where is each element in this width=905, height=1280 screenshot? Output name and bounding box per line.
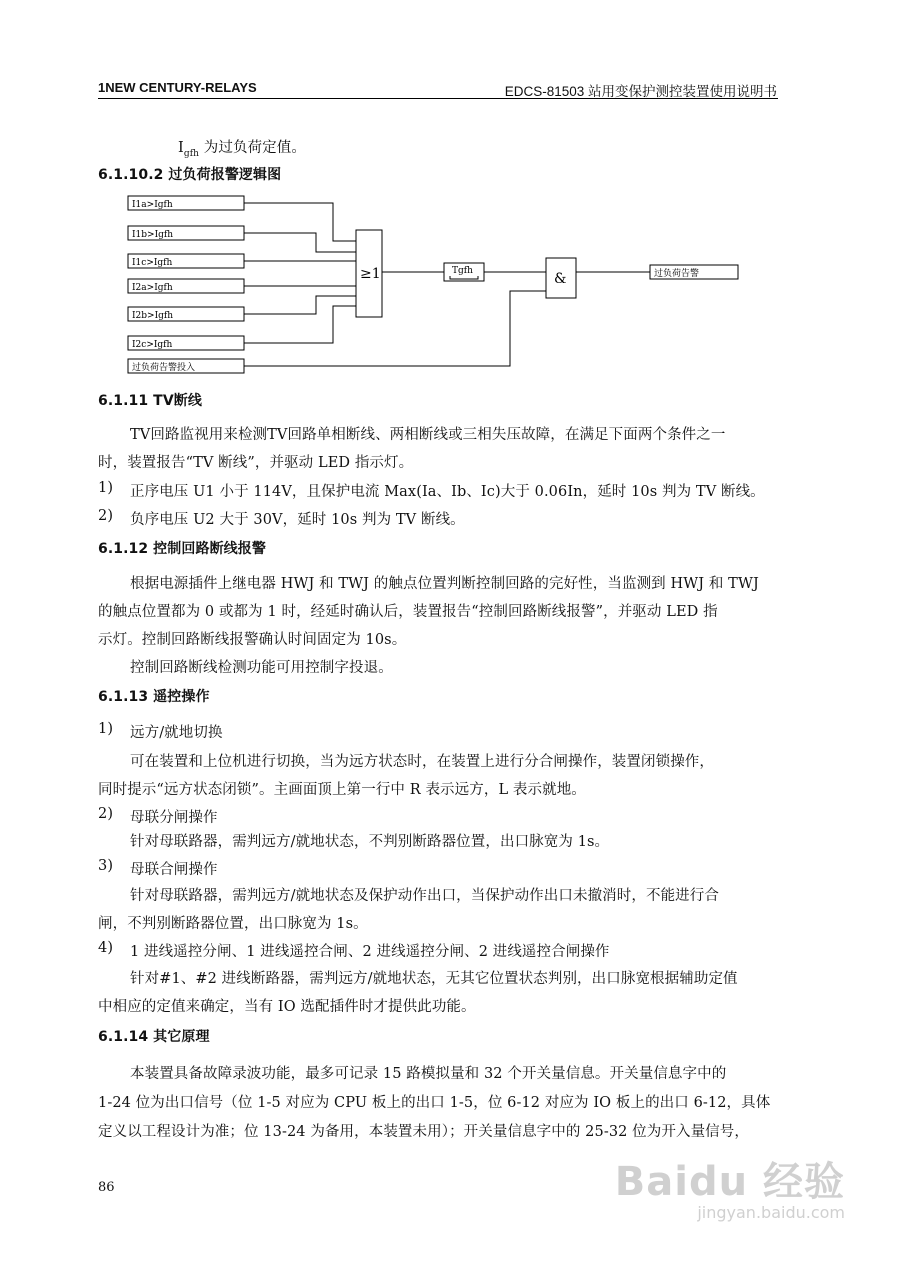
tv-item-1: 正序电压 U1 小于 114V，且保护电流 Max(Ia、Ib、Ic)大于 0.06In，延时 10s 判为 TV 断线。 [130, 484, 765, 500]
input-label-i1c: I1c>Igfh [132, 258, 173, 268]
header-doc-title: EDCS-81503 站用变保护测控装置使用说明书 [504, 84, 777, 99]
wire-i2c [244, 306, 356, 343]
tv-item-2-number: 2) [98, 508, 114, 524]
watermark-brand: Baidu 经验 [614, 1159, 845, 1205]
igfh-symbol: I [178, 140, 184, 156]
remote-item-4: 1 进线遥控分闸、1 进线遥控合闸、2 进线遥控分闸、2 进线遥控合闸操作 [130, 944, 610, 960]
section-heading-6-1-11: 6.1.11 TV断线 [98, 393, 202, 409]
remote-item-3-number: 3) [98, 858, 114, 874]
intro-text: 为过负荷定值。 [199, 140, 306, 156]
remote-item-3-line-2: 闸，不判别断路器位置，出口脉宽为 1s。 [98, 916, 368, 932]
input-label-i2a: I2a>Igfh [132, 283, 173, 293]
section-heading-6-1-13: 6.1.13 遥控操作 [98, 689, 210, 705]
ctrl-paragraph-line-4: 控制回路断线检测功能可用控制字投退。 [130, 660, 393, 676]
remote-item-1-number: 1) [98, 721, 114, 737]
section-heading-6-1-12: 6.1.12 控制回路断线报警 [98, 541, 266, 557]
remote-item-3-line-1: 针对母联路器，需判远方/就地状态及保护动作出口，当保护动作出口未撤消时，不能进行合 [130, 888, 719, 904]
tv-item-2: 负序电压 U2 大于 30V，延时 10s 判为 TV 断线。 [130, 512, 465, 528]
wire-enable-to-and [244, 291, 546, 366]
remote-item-4-line-1: 针对#1、#2 进线断路器，需判远方/就地状态，无其它位置状态判别，出口脉宽根据辅助定值 [130, 971, 738, 987]
timer-label: Tgfh [452, 266, 473, 276]
other-paragraph-line-1: 本装置具备故障录波功能，最多可记录 15 路模拟量和 32 个开关量信息。开关量信息字中的 [130, 1066, 727, 1082]
section-heading-6-1-14: 6.1.14 其它原理 [98, 1029, 210, 1045]
input-label-i1a: I1a>Igfh [132, 200, 173, 210]
remote-item-2: 母联分闸操作 [130, 810, 218, 826]
remote-item-4-number: 4) [98, 940, 114, 956]
timer-symbol [450, 276, 478, 279]
ctrl-paragraph-line-3: 示灯。控制回路断线报警确认时间固定为 10s。 [98, 632, 407, 648]
ctrl-paragraph-line-2: 的触点位置都为 0 或都为 1 时，经延时确认后，装置报告“控制回路断线报警”，并驱动 LED 指 [98, 604, 718, 620]
baidu-watermark [615, 1150, 845, 1222]
header-rule [98, 98, 778, 99]
header-company: 1NEW CENTURY-RELAYS [98, 80, 257, 95]
remote-item-3: 母联合闸操作 [130, 862, 218, 878]
input-label-enable: 过负荷告警投入 [132, 363, 196, 373]
intro-line [178, 136, 306, 159]
input-label-i1b: I1b>Igfh [132, 230, 174, 240]
remote-item-2-line-1: 针对母联路器，需判远方/就地状态，不判别断路器位置，出口脉宽为 1s。 [130, 834, 610, 850]
output-label: 过负荷告警 [654, 269, 700, 279]
other-paragraph-line-3: 定义以工程设计为准；位 13-24 为备用，本装置未用）；开关量信息字中的 25-32 位为开入量信号， [98, 1124, 749, 1140]
wire-i2b [244, 296, 356, 314]
input-label-i2c: I2c>Igfh [132, 340, 173, 350]
remote-item-1-line-1: 可在装置和上位机进行切换，当为远方状态时，在装置上进行分合闸操作，装置闭锁操作， [130, 754, 714, 770]
and-gate-label: & [554, 271, 567, 287]
wire-i1b [244, 233, 356, 252]
tv-paragraph-line-2: 时，装置报告“TV 断线”，并驱动 LED 指示灯。 [98, 455, 414, 471]
tv-item-1-number: 1) [98, 480, 114, 496]
page-number: 86 [98, 1180, 115, 1195]
remote-item-1: 远方/就地切换 [130, 725, 223, 741]
wire-i1a [244, 203, 356, 241]
section-heading-6-1-10-2: 6.1.10.2 过负荷报警逻辑图 [98, 167, 282, 183]
overload-alarm-logic-diagram [98, 190, 748, 382]
ctrl-paragraph-line-1: 根据电源插件上继电器 HWJ 和 TWJ 的触点位置判断控制回路的完好性，当监测到 HWJ 和 TWJ [130, 576, 759, 592]
input-label-i2b: I2b>Igfh [132, 311, 174, 321]
or-gate-label: ≥1 [360, 266, 381, 282]
remote-item-4-line-2: 中相应的定值来确定，当有 IO 选配插件时才提供此功能。 [98, 999, 476, 1015]
igfh-subscript: gfh [183, 148, 200, 159]
watermark-url: jingyan.baidu.com [697, 1203, 845, 1222]
tv-paragraph-line-1: TV回路监视用来检测TV回路单相断线、两相断线或三相失压故障，在满足下面两个条件之一 [130, 427, 726, 443]
other-paragraph-line-2: 1-24 位为出口信号（位 1-5 对应为 CPU 板上的出口 1-5，位 6-12 对应为 IO 板上的出口 6-12，具体 [98, 1095, 771, 1111]
remote-item-1-line-2: 同时提示“远方状态闭锁”。主画面顶上第一行中 R 表示远方，L 表示就地。 [98, 782, 586, 798]
remote-item-2-number: 2) [98, 806, 114, 822]
